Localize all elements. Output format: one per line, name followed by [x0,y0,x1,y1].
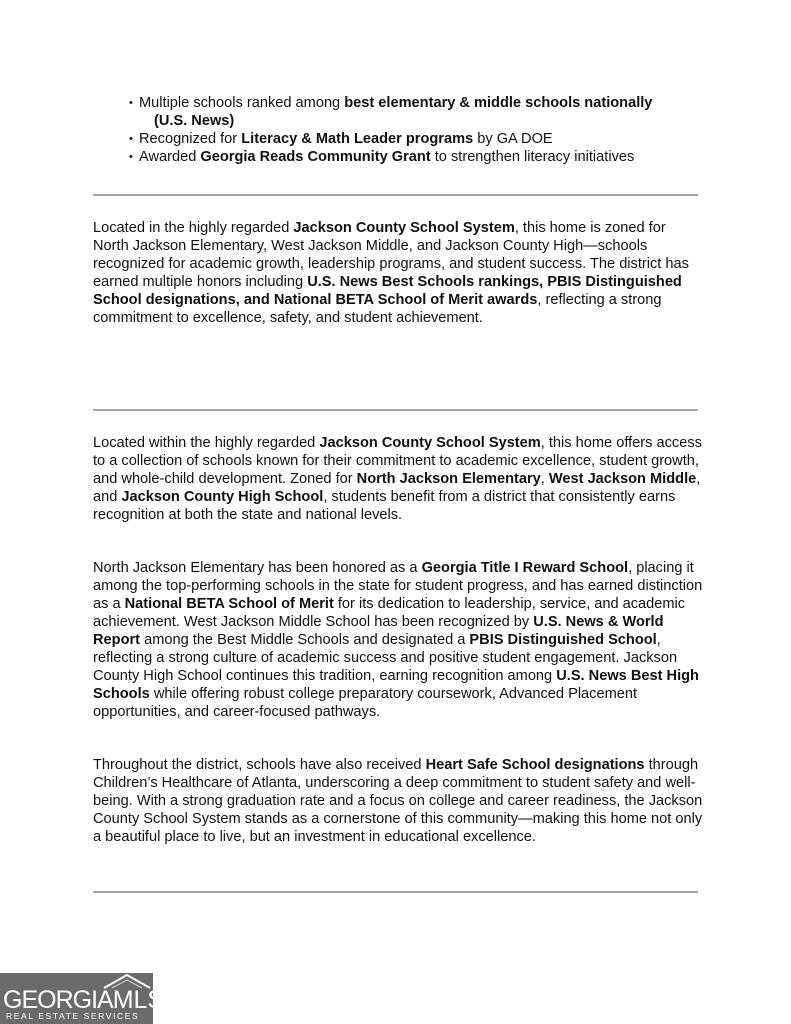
emphasis-text: Jackson County School System [293,220,515,236]
emphasis-text: U.S. News Best Schools rankings, PBIS Distinguished School designations, and National BETA School of Merit awards [93,274,682,308]
school-summary-paragraph [93,219,703,327]
georgia-mls-logo [0,973,165,1024]
bullet-emphasis: Literacy & Math Leader programs [241,131,474,147]
body-text: , and [93,471,701,505]
bullet-emphasis-continued: (U.S. News) [154,113,235,129]
bullet-text: to strengthen literacy initiatives [430,149,635,165]
section-divider [93,194,698,196]
emphasis-text: Jackson County High School [121,489,324,505]
emphasis-text: PBIS Distinguished School [469,632,657,648]
district-paragraph [93,756,703,846]
bullet-text: Multiple schools ranked among [139,95,345,111]
bullet-item [131,94,711,130]
body-text: Located within the highly regarded [93,435,320,451]
section-divider [93,891,698,893]
body-text: North Jackson Elementary has been honored as a [93,560,422,576]
body-text: among the Best Middle Schools and designated a [140,632,470,648]
bullet-text: by GA DOE [473,131,553,147]
body-text: , reflecting a strong commitment to excellence, safety, and student achievement. [93,292,662,326]
bullet-text: Recognized for [139,131,242,147]
logo-tagline: REAL ESTATE SERVICES [6,1011,140,1021]
school-intro-paragraph [93,434,703,524]
bullet-item [131,130,711,148]
body-text: through Children’s Healthcare of Atlanta, underscoring a deep commitment to student safety and well-being. With a strong graduation rate and a focus on college and career readiness, the Jackson County School System stands as a cornerstone of this community—making this home not only a beautiful place to live, but an investment in educational excellence. [93,757,703,845]
emphasis-text: West Jackson Middle [548,471,697,487]
bullet-emphasis: Georgia Reads Community Grant [200,149,431,165]
body-text: , this home offers access to a collection of schools known for their commitment to academic excellence, student growth, and whole-child development. Zoned for [93,435,702,487]
emphasis-text: Georgia Title I Reward School [421,560,629,576]
body-text: , placing it among the top-performing schools in the state for student progress, and has earned distinction as a [93,560,703,612]
emphasis-text: Heart Safe School designations [425,757,645,773]
section-divider [93,409,698,411]
body-text: for its dedication to leadership, service, and academic achievement. West Jackson Middle School has been recognized by [93,596,686,630]
bullet-text: Awarded [139,149,201,165]
school-honors-paragraph [93,559,703,721]
body-text: , this home is zoned for North Jackson Elementary, West Jackson Middle, and Jackson County High—schools recognized for academic growth, leadership programs, and student success. The district has earned multiple honors including [93,220,689,290]
logo-mls-text: MLS [112,986,165,1014]
bullet-item [131,148,711,166]
emphasis-text: North Jackson Elementary [356,471,541,487]
bullet-list [131,94,711,166]
emphasis-text: U.S. News Best High Schools [93,668,699,702]
body-text: Located in the highly regarded [93,220,294,236]
body-text: Throughout the district, schools have also received [93,757,426,773]
emphasis-text: National BETA School of Merit [124,596,334,612]
bullet-emphasis: best elementary & middle schools nationally [344,95,653,111]
body-text: , students benefit from a district that consistently earns recognition at both the state and national levels. [93,489,676,523]
emphasis-text: U.S. News & World Report [93,614,664,648]
body-text: while offering robust college preparatory coursework, Advanced Placement opportunities, and career-focused pathways. [93,686,638,720]
body-text: , reflecting a strong culture of academic success and positive student engagement. Jackson County High School continues this tradition, earning recognition among [93,632,678,684]
body-text: , [540,471,549,487]
logo-georgia-text: GEORGIA [3,986,113,1014]
emphasis-text: Jackson County School System [319,435,541,451]
